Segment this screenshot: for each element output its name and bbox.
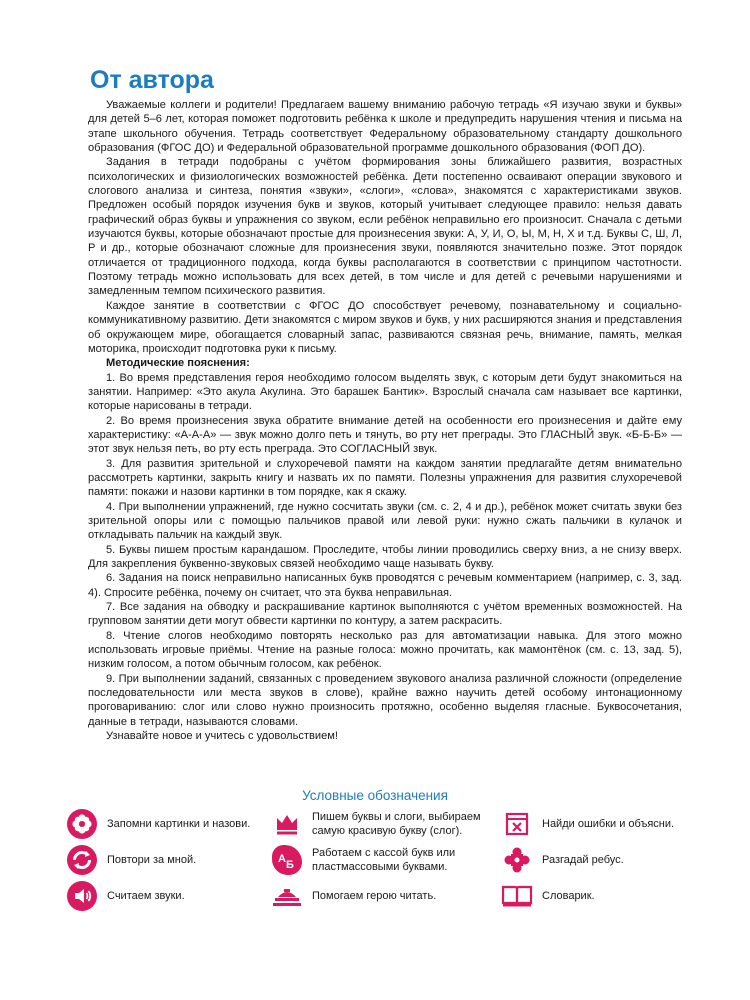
svg-text:А: А — [278, 853, 286, 865]
paragraph: Уважаемые коллеги и родители! Предлагаем вашему вниманию рабочую тетрадь «Я изучаю звуки и буквы» для детей 5–6 лет, которая поможет подготовить ребёнка к школе и предупредить нарушения чтения и письма на этапе школьного обучения. Тетрадь соответствует Федеральному образовательному стандарту дошкольного образования (ФГОС ДО) и Федеральной образовательной программе дошкольного образования (ФОП ДО). — [88, 99, 682, 155]
legend-label: Помогаем герою читать. — [312, 890, 437, 902]
legend-label: Словарик. — [542, 890, 595, 902]
method-item: 4. При выполнении упражнений, где нужно сосчитать звуки (см. с. 2, 4 и др.), ребёнок может считать звуки без зрительной опоры или с помощью пальчиков правой или левой руки: нужно сжать пальчики в кулачок и откладывать пальчик на каждый звук. — [88, 500, 682, 542]
legend-item — [271, 880, 501, 912]
method-item: 2. Во время произнесения звука обратите внимание детей на особенности его произнесения и дайте ему характеристику: «А-А-А» — звук можно долго петь и тянуть, во рту нет преграды. Это ГЛАСНЫЙ звук. «Б-Б-Б» — этот звук нельзя петь, во рту есть преграда. Это СОГЛАСНЫЙ звук. — [88, 414, 682, 456]
paragraph: Задания в тетради подобраны с учётом формирования зоны ближайшего развития, возрастных психологических и физиологических возможностей ребёнка. Дети постепенно осваивают операции звукового и слогового анализа и синтеза, понятия «звуки», «слоги», «слова», знакомятся с характеристиками звуков. Предложен особый порядок изучения букв и звуков, который учитывает следующее правило: нельзя давать графический образ буквы и упражнения со звуком, если ребёнок неправильно его произносит. Сначала с детьми изучаются буквы, которые обозначают простые для произнесения звуки: А, У, И, О, Ы, М, Н, Х и т.д. Буквы С, Ш, Л, Р и др., которые обозначают сложные для произнесения звуки, появляются значительно позже. Этот порядок отличается от традиционного подхода, когда буквы располагаются в соответствии с принципом частотности. Поэтому тетрадь можно использовать для всех детей, в том числе и для детей с речевыми нарушениями и замедленным темпом психического развития. — [88, 156, 682, 298]
legend-label: Найди ошибки и объясни. — [542, 818, 675, 830]
legend-label: Разгадай ребус. — [542, 854, 624, 866]
legend-item — [66, 808, 266, 840]
legend-item — [66, 880, 266, 912]
letters-icon — [271, 844, 303, 876]
legend-item — [66, 844, 266, 876]
puzzle-icon — [501, 844, 533, 876]
body-text — [88, 98, 682, 743]
legend-label: Повтори за мной. — [107, 854, 197, 866]
method-item: 6. Задания на поиск неправильно написанных букв проводятся с речевым комментарием (например, с. 3, зад. 4). Спросите ребёнка, почему он считает, что эта буква неправильная. — [88, 572, 682, 599]
legend-label: Работаем с кассой букв или пластмассовыми буквами. — [312, 847, 456, 873]
svg-text:Б: Б — [286, 859, 294, 871]
legend-item — [271, 844, 501, 876]
legend — [66, 808, 706, 918]
legend-item — [501, 844, 701, 876]
legend-item — [501, 808, 701, 840]
paragraph: Каждое занятие в соответствии с ФГОС ДО способствует речевому, познавательному и социально-коммуникативному развитию. Дети знакомятся с миром звуков и букв, у них расширяются знания и представления об окружающем мире, обогащается словарный запас, развиваются связная речь, внимание, память, мелкая моторика, происходит подготовка руки к письму. — [88, 299, 682, 355]
legend-label: Запомни картинки и назови. — [107, 818, 251, 830]
page-title: От автора — [90, 66, 214, 94]
method-item: 9. При выполнении заданий, связанных с проведением звукового анализа различной сложности (определение последовательности или места звуков в слове), крайне важно научить детей особому интонационному проговариванию: слог или слово нужно произносить протяжно, особенно выделяя гласные. Буквосочетания, данные в тетради, называются словами. — [88, 672, 682, 728]
method-heading: Методические пояснения: — [106, 357, 250, 370]
method-item: 5. Буквы пишем простым карандашом. Проследите, чтобы линии проводились сверху вниз, а не снизу вверх. Для закрепления буквенно-звуковых связей необходимо чаще называть букву. — [88, 543, 682, 570]
method-item: 7. Все задания на обводку и раскрашивание картинок выполняются с учётом временных возможностей. На групповом занятии дети могут обвести картинки по контуру, а затем раскрасить. — [88, 601, 682, 628]
method-item: 3. Для развития зрительной и слухоречевой памяти на каждом занятии предлагайте детям внимательно рассмотреть картинки, закрыть книгу и назвать их по памяти. Полезны упражнения для развития слухоречевой памяти: покажи и назови картинки в том порядке, как я скажу. — [88, 457, 682, 499]
book-icon — [501, 880, 533, 912]
repeat-icon — [66, 844, 98, 876]
legend-label: Считаем звуки. — [107, 890, 185, 902]
closing-line: Узнавайте новое и учитесь с удовольствием! — [106, 730, 338, 743]
legend-label: Пишем буквы и слоги, выбираем самую красивую букву (слог). — [312, 811, 481, 837]
helper-icon — [271, 880, 303, 912]
method-item: 8. Чтение слогов необходимо повторять несколько раз для автоматизации навыка. Для этого можно использовать игровые приёмы. Чтение на разные голоса: можно прочитать, как мамонтёнок (см. с. 13, зад. 5), низким голосом, а потом обычным голосом, как ребёнок. — [88, 629, 682, 671]
legend-item — [271, 808, 501, 840]
legend-title: Условные обозначения — [302, 788, 448, 803]
method-item: 1. Во время представления героя необходимо голосом выделять звук, с которым дети будут знакомиться на занятии. Например: «Это акула Акулина. Это барашек Бантик». Взрослый сначала сам называет все картинки, которые нарисованы в тетради. — [88, 371, 682, 413]
error-page-icon — [501, 808, 533, 840]
crown-icon — [271, 808, 303, 840]
flower-icon — [66, 808, 98, 840]
speaker-icon — [66, 880, 98, 912]
legend-item — [501, 880, 701, 912]
